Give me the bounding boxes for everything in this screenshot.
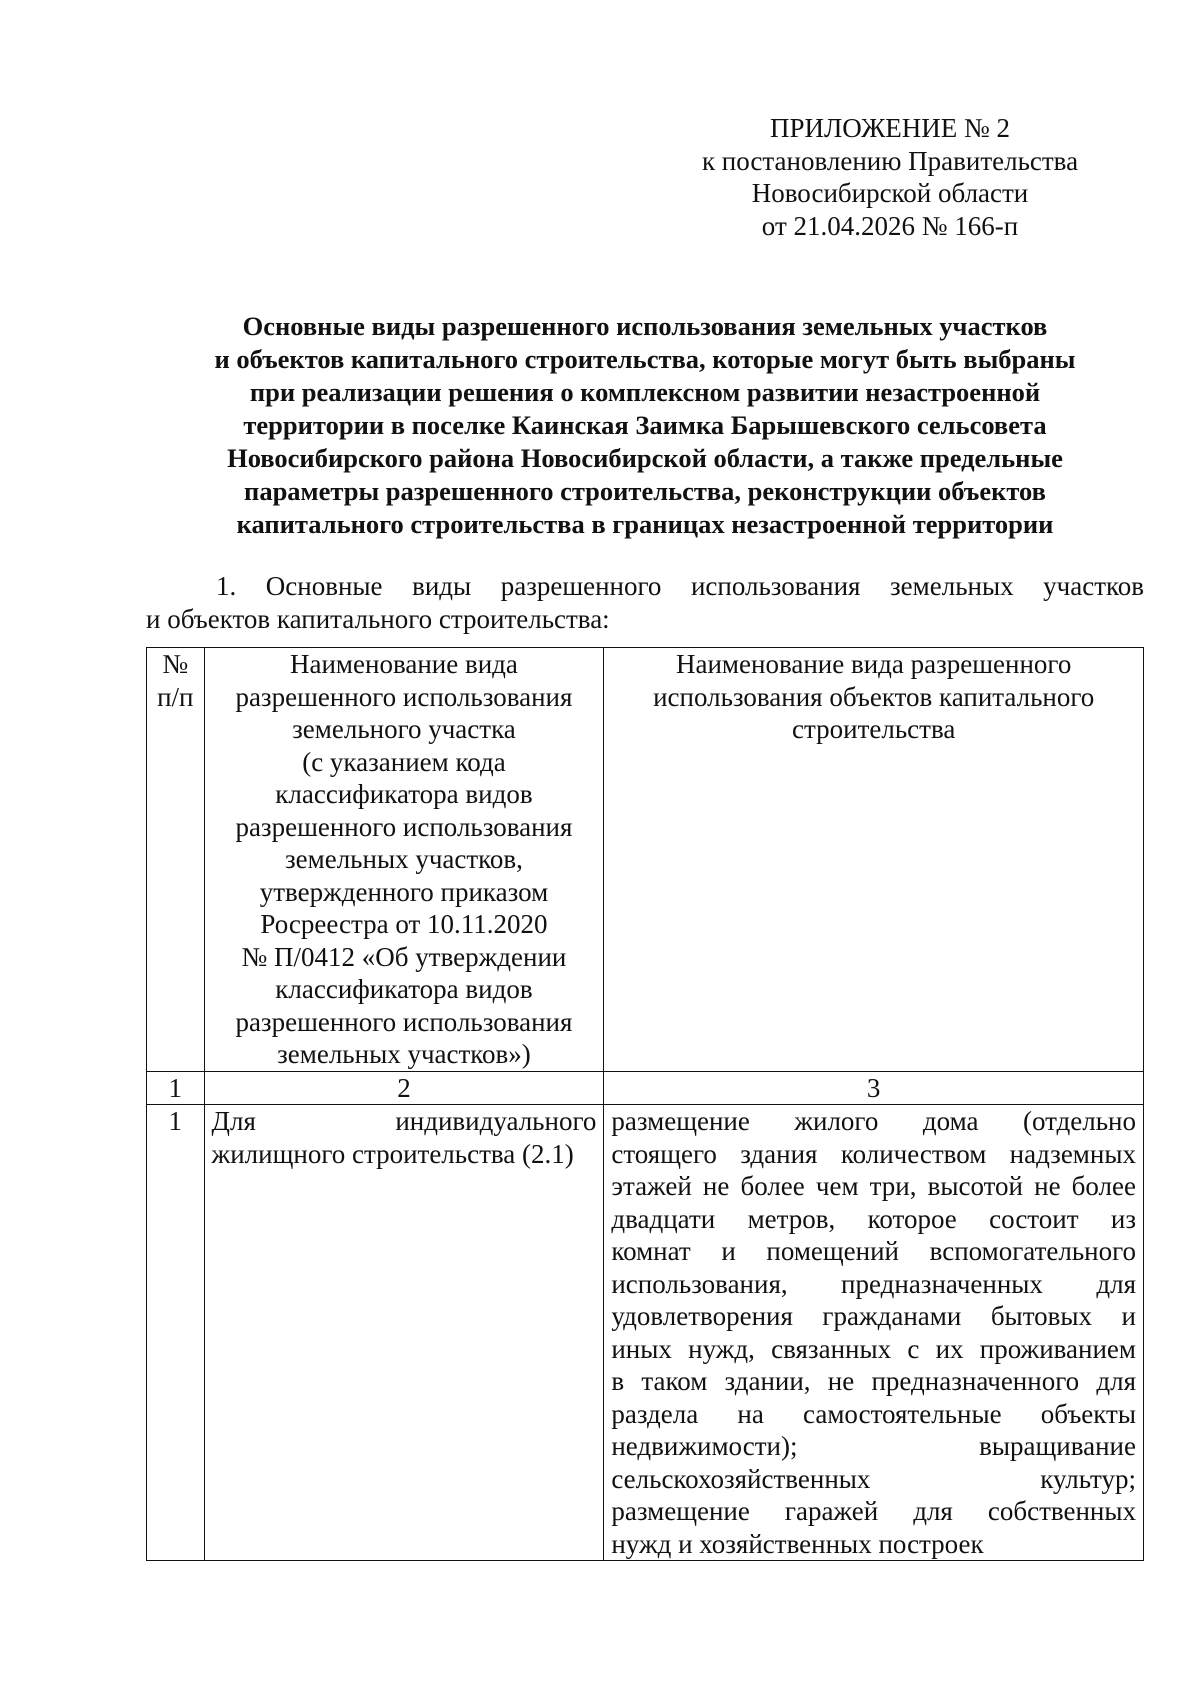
document-heading (150, 310, 1140, 541)
header-land-line: Наименование вида (290, 649, 518, 679)
header-num-cell (147, 648, 205, 1072)
appendix-reference: к постановлению Правительства (701, 145, 1079, 176)
header-land-line: разрешенного использования (235, 1006, 573, 1037)
table-header-row (147, 648, 1144, 1072)
row-object-line: комнат и помещений вспомогательного (611, 1236, 1136, 1266)
column-number-cell: 2 (204, 1071, 604, 1105)
header-object-line: строительства (792, 714, 956, 744)
header-land-line: (с указанием кода (302, 746, 506, 777)
header-land-line: классификатора видов (275, 974, 533, 1004)
header-land-cell (204, 648, 604, 1072)
row-land-line: жилищного строительства (2.1) (211, 1138, 574, 1169)
appendix-date-number: от 21.04.2026 № 166-п (761, 210, 1019, 241)
heading-line: параметры разрешенного строительства, реконструкции объектов (244, 476, 1046, 506)
heading-line: и объектов капитального строительства, которые могут быть выбраны (214, 344, 1076, 374)
row-object-line: раздела на самостоятельные объекты (611, 1398, 1136, 1429)
row-object-line: размещение гаражей для собственных (611, 1496, 1136, 1526)
column-number-cell: 1 (147, 1071, 205, 1105)
table-row (147, 1105, 1144, 1561)
column-number-cell: 3 (604, 1071, 1144, 1105)
row-object-line: стоящего здания количеством надземных (611, 1138, 1136, 1169)
row-object-line: в таком здании, не предназначенного для (611, 1366, 1136, 1396)
row-num-cell: 1 (147, 1105, 205, 1561)
header-land-line: земельных участков, (284, 844, 523, 874)
header-land-line: утвержденного приказом (259, 876, 549, 907)
heading-line: капитального строительства в границах незастроенной территории (236, 509, 1054, 539)
appendix-block (640, 112, 1140, 242)
heading-line: Основные виды разрешенного использования земельных участков (242, 311, 1048, 341)
row-object-line: удовлетворения гражданами бытовых и (611, 1301, 1136, 1331)
row-object-cell (604, 1105, 1144, 1561)
heading-line: территории в поселке Каинская Заимка Барышевского сельсовета (243, 410, 1047, 440)
header-object-line: Наименование вида разрешенного (676, 649, 1072, 679)
row-object-line: размещение жилого дома (отдельно (611, 1106, 1136, 1136)
row-land-cell (204, 1105, 604, 1561)
header-land-line: земельных участков») (277, 1039, 531, 1069)
intro-line: 1. Основные виды разрешенного использования земельных участков (216, 571, 1144, 601)
row-object-line: сельскохозяйственных культур; (611, 1463, 1136, 1494)
heading-line: при реализации решения о комплексном развитии незастроенной (249, 377, 1041, 407)
row-object-line: недвижимости); выращивание (611, 1431, 1136, 1461)
header-land-line: земельного участка (292, 714, 516, 744)
heading-line: Новосибирского района Новосибирской области, а также предельные (227, 443, 1063, 473)
header-land-line: классификатора видов (275, 779, 533, 809)
row-object-line: иных нужд, связанных с их проживанием (611, 1333, 1136, 1364)
header-land-line: разрешенного использования (235, 681, 573, 712)
header-land-line: № П/0412 «Об утверждении (241, 941, 567, 972)
row-object-line: двадцати метров, которое состоит из (611, 1203, 1136, 1234)
intro-line: и объектов капитального строительства: (146, 603, 610, 634)
header-land-line: разрешенного использования (235, 811, 573, 842)
appendix-title: ПРИЛОЖЕНИЕ № 2 (769, 113, 1011, 143)
header-num-line: п/п (157, 681, 194, 712)
header-object-line: использования объектов капитального (653, 681, 1095, 712)
row-object-line: использования, предназначенных для (611, 1268, 1136, 1299)
intro-paragraph (146, 570, 1144, 635)
column-number-row (147, 1071, 1144, 1105)
row-object-line: этажей не более чем три, высотой не более (611, 1171, 1136, 1201)
appendix-region: Новосибирской области (751, 178, 1029, 208)
header-num-line: № (162, 649, 189, 679)
header-land-line: Росреестра от 10.11.2020 (260, 909, 548, 939)
row-land-line: Для индивидуального (211, 1106, 597, 1136)
land-use-table (146, 647, 1144, 1561)
header-object-cell (604, 648, 1144, 1072)
row-object-line: нужд и хозяйственных построек (611, 1528, 984, 1559)
